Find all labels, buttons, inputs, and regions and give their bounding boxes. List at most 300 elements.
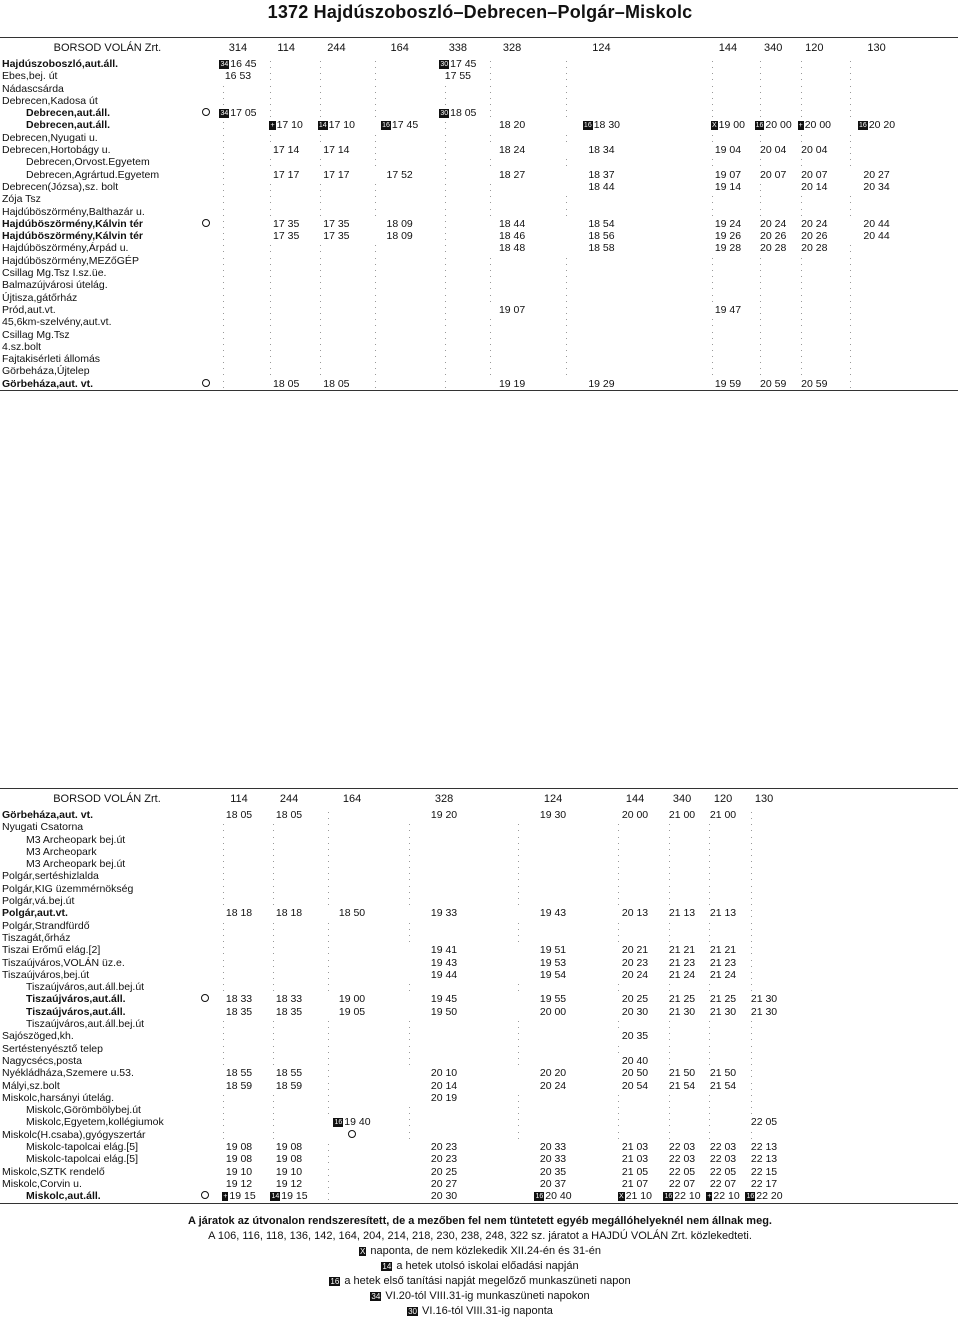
time-cell [390, 1129, 498, 1141]
departure-time: 18 35 [275, 1005, 303, 1018]
time-cell [702, 809, 744, 821]
departure-time: 20 04 [801, 144, 828, 157]
spacer-cell [926, 895, 958, 907]
time-cell [546, 58, 656, 70]
time-cell [703, 218, 753, 230]
timetable-row [0, 329, 958, 341]
time-cell [438, 378, 478, 391]
time-cell [498, 1067, 608, 1079]
time-cell [753, 119, 793, 131]
spacer-cell [824, 920, 864, 932]
time-cell [438, 230, 478, 242]
spacer-cell [864, 1006, 926, 1018]
time-cell [478, 267, 546, 279]
time-cell [214, 834, 264, 846]
timetable-row [0, 858, 958, 870]
stop-type-cell [197, 218, 215, 230]
time-cell [498, 907, 608, 919]
time-cell [753, 267, 793, 279]
time-cell [498, 1153, 608, 1165]
time-cell [753, 329, 793, 341]
spacer-cell [918, 95, 958, 107]
spacer-cell [824, 834, 864, 846]
time-cell [215, 58, 261, 70]
footer-notes [0, 1214, 960, 1319]
time-cell [264, 993, 314, 1005]
time-cell [314, 834, 390, 846]
departure-time: 18 54 [588, 217, 615, 230]
time-cell [753, 218, 793, 230]
spacer-cell [926, 1043, 958, 1055]
time-cell [438, 329, 478, 341]
time-cell [390, 895, 498, 907]
time-cell [608, 809, 662, 821]
time-cell [261, 341, 311, 353]
time-cell [744, 1092, 784, 1104]
stop-type-cell [197, 107, 215, 119]
time-cell [608, 858, 662, 870]
time-cell [608, 907, 662, 919]
time-cell [214, 1006, 264, 1018]
time-cell [261, 119, 311, 131]
time-cell [478, 83, 546, 95]
time-cell [311, 119, 361, 131]
time-cell [314, 1104, 390, 1116]
spacer-cell [784, 1116, 824, 1128]
spacer-cell [824, 846, 864, 858]
station-name: Miskolc,SZTK rendelő [2, 1165, 105, 1178]
time-cell [361, 58, 437, 70]
departure-time: 19 04 [714, 144, 742, 157]
station-name: Polgár,Strandfürdő [2, 919, 90, 932]
time-cell [744, 821, 784, 833]
departure-time: 20 44 [863, 230, 890, 243]
time-cell [215, 329, 261, 341]
time-cell [703, 169, 753, 181]
departure-time: 20 40 [621, 1054, 649, 1067]
time-cell [498, 1043, 608, 1055]
spacer-cell [657, 83, 703, 95]
time-cell [264, 957, 314, 969]
spacer-cell [784, 993, 824, 1005]
departure-time: 18 18 [225, 907, 253, 920]
spacer-cell [926, 957, 958, 969]
time-cell [793, 156, 835, 168]
time-cell [390, 993, 498, 1005]
time-cell [215, 83, 261, 95]
time-cell [702, 957, 744, 969]
time-cell [703, 267, 753, 279]
time-cell [793, 119, 835, 131]
time-cell [261, 267, 311, 279]
time-cell [662, 993, 702, 1005]
timetable-row [0, 883, 958, 895]
time-cell [264, 1043, 314, 1055]
time-cell [261, 206, 311, 218]
time-cell [361, 95, 437, 107]
spacer-cell [824, 870, 864, 882]
time-cell [314, 969, 390, 981]
time-cell [498, 1166, 608, 1178]
time-cell [793, 329, 835, 341]
spacer-cell [657, 119, 703, 131]
station-name: Debrecen,aut.áll. [26, 107, 111, 120]
time-cell [390, 1116, 498, 1128]
spacer-cell [784, 1092, 824, 1104]
spacer-cell [784, 1018, 824, 1030]
time-cell [703, 341, 753, 353]
time-cell [702, 1067, 744, 1079]
route-number: 114 [230, 793, 248, 805]
time-cell [214, 821, 264, 833]
time-cell [662, 944, 702, 956]
time-cell [478, 255, 546, 267]
time-cell [311, 255, 361, 267]
time-cell [314, 870, 390, 882]
stop-type-cell [197, 316, 215, 328]
timetable-row [0, 365, 958, 377]
spacer-cell [864, 1116, 926, 1128]
time-cell [835, 292, 917, 304]
time-cell [702, 834, 744, 846]
departure-time: 21 00 [709, 809, 737, 821]
spacer-cell [864, 981, 926, 993]
spacer-cell [918, 378, 958, 391]
time-cell [744, 981, 784, 993]
spacer-cell [657, 378, 703, 391]
footnote-text: VI.16-tól VIII.31-ig naponta [422, 1305, 553, 1317]
spacer-cell [824, 1178, 864, 1190]
departure-time: 20 00 [539, 1005, 567, 1018]
route-number: 328 [502, 42, 522, 54]
time-cell [390, 907, 498, 919]
time-cell [478, 329, 546, 341]
spacer-cell [784, 834, 824, 846]
departure-time: 19 08 [275, 1141, 303, 1154]
time-cell [546, 119, 656, 131]
spacer-cell [926, 1166, 958, 1178]
time-cell [361, 218, 437, 230]
time-cell [703, 193, 753, 205]
stop-type-cell [196, 1043, 214, 1055]
time-cell [608, 1006, 662, 1018]
time-cell [608, 846, 662, 858]
time-cell [793, 341, 835, 353]
departure-time: 20 35 [539, 1165, 567, 1178]
spacer-cell [864, 870, 926, 882]
timetable-row [0, 378, 958, 391]
route-number: 164 [342, 793, 362, 805]
time-cell [261, 242, 311, 254]
timetable-row [0, 944, 958, 956]
time-cell [702, 920, 744, 932]
departure-time: 20 34 [863, 180, 890, 193]
time-cell [311, 242, 361, 254]
time-cell [478, 230, 546, 242]
spacer-cell [864, 1190, 926, 1203]
time-cell [311, 95, 361, 107]
time-cell [835, 70, 917, 82]
departure-time: 21 13 [709, 907, 737, 920]
spacer-cell [918, 70, 958, 82]
timetable-row [0, 1178, 958, 1190]
departure-time: 21 07 [621, 1177, 649, 1190]
departure-time: 20 59 [760, 377, 787, 390]
footnote-badge: X [360, 1246, 366, 1256]
time-cell [662, 907, 702, 919]
spacer-cell [926, 883, 958, 895]
departure-time: 17 45 [391, 119, 419, 132]
spacer-cell [926, 1055, 958, 1067]
timetable-row [0, 957, 958, 969]
time-cell [214, 944, 264, 956]
time-cell [608, 1166, 662, 1178]
timetable-row [0, 1116, 958, 1128]
time-cell [264, 883, 314, 895]
footnote-text: a hetek első tanítási napját megelőző munkaszüneti napon [344, 1275, 631, 1287]
time-cell [662, 920, 702, 932]
timetable-row [0, 981, 958, 993]
time-cell [311, 267, 361, 279]
header-row [0, 38, 958, 59]
time-cell [264, 1129, 314, 1141]
departure-time: 21 21 [668, 944, 696, 957]
departure-time: 20 26 [760, 230, 787, 243]
time-cell [314, 957, 390, 969]
time-cell [361, 365, 437, 377]
spacer-cell [657, 38, 703, 59]
time-cell [314, 1116, 390, 1128]
time-cell [261, 218, 311, 230]
time-cell [703, 181, 753, 193]
time-cell [438, 255, 478, 267]
time-cell [261, 193, 311, 205]
spacer-cell [824, 1153, 864, 1165]
spacer-cell [784, 1006, 824, 1018]
spacer-cell [918, 83, 958, 95]
spacer-cell [784, 1080, 824, 1092]
time-cell [390, 969, 498, 981]
stop-type-cell [197, 378, 215, 391]
time-cell [498, 1178, 608, 1190]
station-name: Debrecen,aut.áll. [26, 119, 111, 132]
time-cell [390, 1104, 498, 1116]
time-cell [478, 353, 546, 365]
timetable-row [0, 1166, 958, 1178]
time-cell [261, 329, 311, 341]
time-cell [361, 353, 437, 365]
time-cell [214, 858, 264, 870]
departure-time: 21 30 [750, 993, 778, 1006]
spacer-cell [864, 907, 926, 919]
time-cell [311, 70, 361, 82]
time-cell [793, 255, 835, 267]
time-cell [703, 304, 753, 316]
footnote-badge: 34 [371, 1291, 381, 1301]
stop-type-cell [197, 132, 215, 144]
station-name: Hajdúböszörmény,Kálvin tér [2, 217, 144, 230]
time-cell [261, 156, 311, 168]
time-cell [702, 1043, 744, 1055]
time-cell [361, 107, 437, 119]
time-cell [662, 858, 702, 870]
time-cell [361, 242, 437, 254]
time-cell [703, 242, 753, 254]
time-cell [662, 1055, 702, 1067]
footnote-badge: 30 [408, 1306, 417, 1316]
spacer-cell [824, 821, 864, 833]
time-cell [214, 1092, 264, 1104]
time-cell [390, 1030, 498, 1042]
time-cell [478, 70, 546, 82]
departure-time: 18 44 [588, 180, 615, 193]
departure-time: 21 03 [621, 1153, 649, 1166]
time-cell [478, 95, 546, 107]
departure-time: 21 24 [668, 968, 696, 981]
time-cell [390, 944, 498, 956]
departure-time: 21 54 [668, 1079, 696, 1092]
time-cell [361, 316, 437, 328]
timetable-row [0, 895, 958, 907]
spacer-cell [784, 969, 824, 981]
time-cell [264, 1018, 314, 1030]
spacer-cell [657, 316, 703, 328]
departure-time: 21 23 [668, 956, 696, 969]
time-cell [703, 144, 753, 156]
time-cell [361, 156, 437, 168]
time-cell [361, 132, 437, 144]
time-cell [261, 107, 311, 119]
time-cell [478, 156, 546, 168]
timetable-row [0, 1030, 958, 1042]
departure-time: 19 10 [225, 1165, 253, 1178]
spacer-cell [918, 206, 958, 218]
time-cell [835, 144, 917, 156]
spacer-cell [864, 969, 926, 981]
time-cell [361, 206, 437, 218]
time-cell [361, 341, 437, 353]
time-cell [703, 353, 753, 365]
spacer-cell [926, 1104, 958, 1116]
service-note-badge: 16 [382, 122, 390, 130]
time-cell [214, 895, 264, 907]
time-cell [314, 1067, 390, 1079]
departure-time: 20 24 [760, 217, 787, 230]
spacer-cell [918, 242, 958, 254]
time-cell [546, 107, 656, 119]
spacer-cell [784, 1141, 824, 1153]
time-cell [702, 1006, 744, 1018]
time-cell [835, 193, 917, 205]
time-cell [744, 1080, 784, 1092]
time-cell [744, 1067, 784, 1079]
time-cell [361, 119, 437, 131]
time-cell [793, 70, 835, 82]
departure-time: 21 24 [709, 968, 737, 981]
station-name: Miskolc,Görömbölybej.út [26, 1104, 141, 1117]
time-cell [264, 1178, 314, 1190]
time-cell [702, 1080, 744, 1092]
time-cell [793, 365, 835, 377]
station-name: Mályi,sz.bolt [2, 1079, 60, 1092]
stop-type-cell [196, 993, 214, 1005]
timetable-row [0, 206, 958, 218]
spacer-cell [926, 1141, 958, 1153]
timetable-row [0, 341, 958, 353]
time-cell [662, 1067, 702, 1079]
time-cell [608, 1043, 662, 1055]
spacer-cell [926, 920, 958, 932]
time-cell [835, 267, 917, 279]
spacer-cell [657, 132, 703, 144]
time-cell [314, 981, 390, 993]
departure-time: 19 10 [275, 1165, 303, 1178]
spacer-cell [657, 255, 703, 267]
time-cell [793, 193, 835, 205]
time-cell [498, 1104, 608, 1116]
time-cell [311, 58, 361, 70]
time-cell [361, 83, 437, 95]
time-cell [311, 132, 361, 144]
stop-type-cell [197, 365, 215, 377]
spacer-cell [918, 316, 958, 328]
time-cell [835, 230, 917, 242]
spacer-cell [926, 1153, 958, 1165]
timetable-row [0, 1018, 958, 1030]
time-cell [744, 1030, 784, 1042]
time-cell [546, 267, 656, 279]
departure-time: 19 55 [539, 993, 567, 1006]
spacer-cell [864, 1018, 926, 1030]
station-name: Hajdúböszörmény,Árpád u. [2, 242, 129, 255]
departure-time: 18 09 [386, 230, 413, 243]
time-cell [662, 1178, 702, 1190]
time-cell [438, 58, 478, 70]
time-cell [546, 156, 656, 168]
stop-type-cell [197, 70, 215, 82]
departure-time: 21 50 [668, 1067, 696, 1080]
spacer-cell [784, 858, 824, 870]
time-cell [498, 993, 608, 1005]
timetable-row [0, 1006, 958, 1018]
stop-type-cell [196, 920, 214, 932]
time-cell [703, 95, 753, 107]
departure-time: 20 40 [545, 1190, 572, 1203]
time-cell [498, 870, 608, 882]
time-cell [438, 292, 478, 304]
time-cell [835, 132, 917, 144]
departure-time: 19 40 [344, 1116, 371, 1129]
time-cell [361, 255, 437, 267]
time-cell [314, 1043, 390, 1055]
spacer-cell [824, 1190, 864, 1203]
time-cell [702, 895, 744, 907]
time-cell [662, 809, 702, 821]
service-note-badge: + [223, 1192, 228, 1200]
time-cell [744, 944, 784, 956]
time-cell [214, 1043, 264, 1055]
spacer-cell [926, 1190, 958, 1203]
spacer-cell [824, 1129, 864, 1141]
time-cell [314, 895, 390, 907]
stop-type-cell [196, 1190, 214, 1203]
time-cell [793, 292, 835, 304]
time-cell [744, 1018, 784, 1030]
departure-time: 20 59 [801, 377, 828, 390]
time-cell [311, 353, 361, 365]
departure-time: 18 55 [275, 1067, 303, 1080]
departure-time: 22 03 [668, 1141, 696, 1154]
